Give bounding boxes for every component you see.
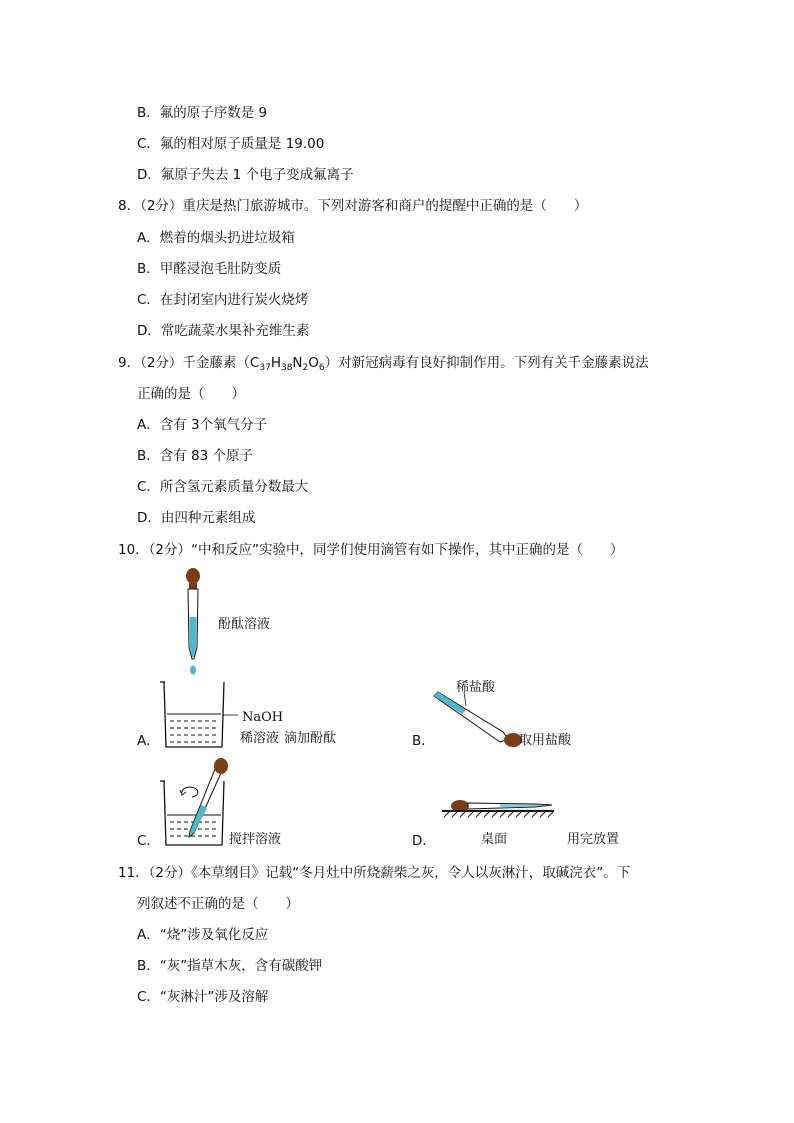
q9-stem-post: ）对新冠病毒有良好抑制作用。下列有关千金藤素说法 — [324, 355, 649, 371]
q9-sub-n: 2 — [302, 363, 309, 373]
q7-option-d: D．氟原子失去 1 个电子变成氟离子 — [137, 167, 354, 183]
q9-sub-h: 38 — [280, 363, 293, 373]
figure-d-drawing — [440, 797, 560, 832]
q10-option-d-letter: D． — [412, 833, 436, 849]
q9-h: H — [270, 355, 281, 371]
q11-stem-line2: 列叙述不正确的是（ ） — [137, 896, 299, 912]
q10-option-c-letter: C． — [137, 833, 160, 849]
q9-sub-o: 6 — [318, 363, 325, 373]
dropper-bulb-a — [186, 568, 200, 584]
q10-option-b-letter: B． — [412, 733, 435, 749]
q9-option-a: A．含有 3个氧气分子 — [137, 417, 268, 433]
label-table: 桌面 — [481, 832, 508, 847]
q8-option-d: D．常吃蔬菜水果补充维生素 — [137, 323, 310, 339]
q9-option-c: C．所含氢元素质量分数最大 — [137, 479, 309, 495]
label-phenolphthalein: 酚酞溶液 — [218, 617, 271, 632]
q11-option-b: B．“灰”指草木灰，含有碳酸钾 — [137, 958, 323, 974]
q7-option-c: C．氟的相对原子质量是 19.00 — [137, 136, 325, 152]
q9-option-d: D．由四种元素组成 — [137, 510, 256, 526]
caption-b: 取用盐酸 — [519, 733, 572, 748]
q9-stem-line2: 正确的是（ ） — [137, 386, 245, 402]
dropper-bulb-c — [214, 758, 228, 774]
caption-d: 用完放置 — [567, 832, 620, 847]
caption-a: 滴加酚酞 — [284, 731, 337, 746]
label-dilute-solution: 稀溶液 — [240, 731, 280, 746]
q9-stem-pre: 9．（2分）千金藤素（C — [118, 355, 260, 371]
label-naoh: NaOH — [242, 710, 284, 725]
q8-option-a: A．燃着的烟头扔进垃圾箱 — [137, 230, 295, 246]
q9-stem — [118, 354, 649, 377]
q10-option-a-letter: A． — [137, 733, 160, 749]
q9-option-b: B．含有 83 个原子 — [137, 448, 254, 464]
q8-option-c: C．在封闭室内进行炭火烧烤 — [137, 292, 309, 308]
q8-option-b: B．甲醛浸泡毛肚防变质 — [137, 261, 282, 277]
q11-option-a: A．“烧”涉及氧化反应 — [137, 927, 269, 943]
figure-a-drawing — [160, 565, 230, 750]
stir-arrow — [182, 787, 198, 797]
falling-drop — [190, 666, 196, 675]
q11-option-c: C．“灰淋汁”涉及溶解 — [137, 989, 269, 1005]
caption-c: 搅拌溶液 — [229, 832, 282, 847]
q11-stem: 11．（2分）《本草纲目》记载“冬月灶中所烧薪柴之灰，令人以灰淋汁，取碱浣衣”。下 — [118, 865, 631, 881]
q10-stem: 10．（2分）“中和反应”实验中，同学们使用滴管有如下操作，其中正确的是（ ） — [118, 542, 624, 558]
q9-n: N — [292, 355, 303, 371]
q7-option-b: B．氟的原子序数是 9 — [137, 105, 268, 121]
q9-o: O — [308, 355, 319, 371]
q9-sub-c: 37 — [259, 363, 271, 373]
label-hydrochloric-acid: 稀盐酸 — [456, 680, 496, 695]
q8-stem: 8．（2分）重庆是热门旅游城市。下列对游客和商户的提醒中正确的是（ ） — [118, 198, 588, 214]
